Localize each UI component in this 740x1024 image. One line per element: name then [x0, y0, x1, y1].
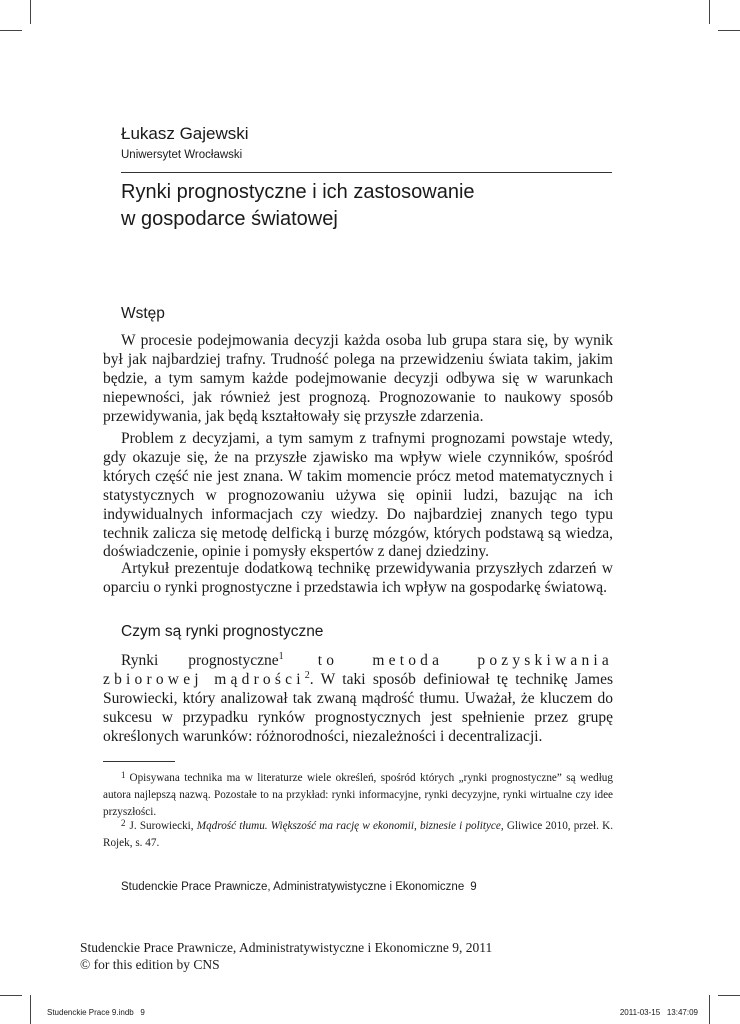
author-affiliation: Uniwersytet Wrocławski — [121, 149, 243, 161]
footnote-1-number: 1 — [121, 770, 126, 780]
article-title — [121, 179, 475, 233]
paragraph-2: Problem z decyzjami, a tym samym z trafnymi prognozami powstaje wtedy, gdy okazuje się, że na przyszłe zjawisko ma wpływ wiele czynników, spośród których część nie jest znana. W takim momencie prócz metod matematycznych i statystycznych w prognozowaniu używa się opinii ludzi, bazując na ich indywidualnych informacjach czy wiedzy. Do najbardziej znanych tego typu technik zalicza się metodę delficką i burzę mózgów, których podstawą są wiedza, doświadczenie, opinie i pomysły ekspertów z danej dziedziny. — [103, 430, 613, 561]
footnote-2-post: , Gliwice 2010, przeł. K. Rojek, s. 47. — [103, 820, 613, 849]
crop-mark-top-left-h — [0, 30, 22, 31]
paragraph-3: Artykuł prezentuje dodatkową technikę przewidywania przyszłych zdarzeń w oparciu o rynki prognostyczne i przedstawia ich wpływ na gospodarkę światową. — [103, 560, 613, 596]
section-heading-what: Czym są rynki prognostyczne — [121, 623, 324, 640]
page-number: 9 — [470, 881, 477, 893]
footnote-1 — [103, 767, 613, 821]
print-slug-timestamp: 2011-03-15 13:47:09 — [619, 1008, 698, 1017]
crop-mark-bottom-left-h — [0, 995, 22, 996]
paragraph-4-rest: . W taki sposób definiował tę technikę James Surowiecki, który analizował tak zwaną mądrość tłumu. Uważał, że kluczem do sukcesu w przypadku rynków prognostycznych jest spełnienie przez grupę określonych warunków: różnorodności, niezależności i decentralizacji. — [103, 670, 613, 745]
header-rule — [121, 172, 612, 173]
paragraph-4-lead: Rynki prognostyczne — [121, 652, 279, 669]
footnote-2-number: 2 — [121, 818, 126, 828]
section-heading-intro: Wstęp — [121, 305, 165, 322]
footnote-1-text: Opisywana technika ma w literaturze wiele określeń, spośród których „rynki prognostyczne” są według autora najlepszą nazwą. Pozostałe to na przykład: rynki informacyjne, rynki decyzyjne, rynki wirtualne czy idee przyszłości. — [103, 772, 613, 818]
footnote-ref-2: 2 — [304, 669, 310, 681]
footnote-2-book-title: Mądrość tłumu. Większość ma rację w ekonomii, biznesie i polityce — [196, 820, 501, 832]
footnote-ref-1: 1 — [278, 650, 284, 662]
publication-note-line-1: Studenckie Prace Prawnicze, Administratywistyczne i Ekonomiczne 9, 2011 — [80, 940, 493, 955]
title-line-1: Rynki prognostyczne i ich zastosowanie — [121, 181, 475, 203]
crop-mark-bottom-right-v — [709, 995, 710, 1024]
publication-note-line-2: © for this edition by CNS — [80, 957, 220, 972]
running-footer-journal: Studenckie Prace Prawnicze, Administratywistyczne i Ekonomiczne — [121, 881, 465, 893]
crop-mark-top-left-v — [30, 0, 31, 24]
crop-mark-bottom-right-h — [718, 995, 740, 996]
print-slug-file: Studenckie Prace 9.indb 9 — [47, 1008, 145, 1017]
crop-mark-top-right-v — [709, 0, 710, 24]
title-line-2: w gospodarce światowej — [121, 208, 338, 230]
author-name: Łukasz Gajewski — [121, 124, 249, 143]
paragraph-4 — [103, 652, 613, 747]
crop-mark-top-right-h — [718, 30, 740, 31]
paragraph-1: W procesie podejmowania decyzji każda osoba lub grupa stara się, by wynik był jak najbardziej trafny. Trudność polega na przewidzeniu świata takim, jakim będzie, a tym samym każde podejmowanie decyzji odbywa się w warunkach niepewności, jak również jest prognozą. Prognozowanie to naukowy sposób przewidywania, jak będą kształtowały się przyszłe zdarzenia. — [103, 332, 613, 425]
footnote-rule — [103, 761, 175, 762]
running-footer — [121, 881, 477, 893]
footnote-2 — [103, 815, 613, 852]
paragraph-4-spaced-quote: to metoda pozyskiwania zbiorowej mądrości — [103, 652, 613, 688]
crop-mark-bottom-left-v — [30, 995, 31, 1024]
footnote-2-pre: J. Surowiecki, — [129, 820, 197, 832]
